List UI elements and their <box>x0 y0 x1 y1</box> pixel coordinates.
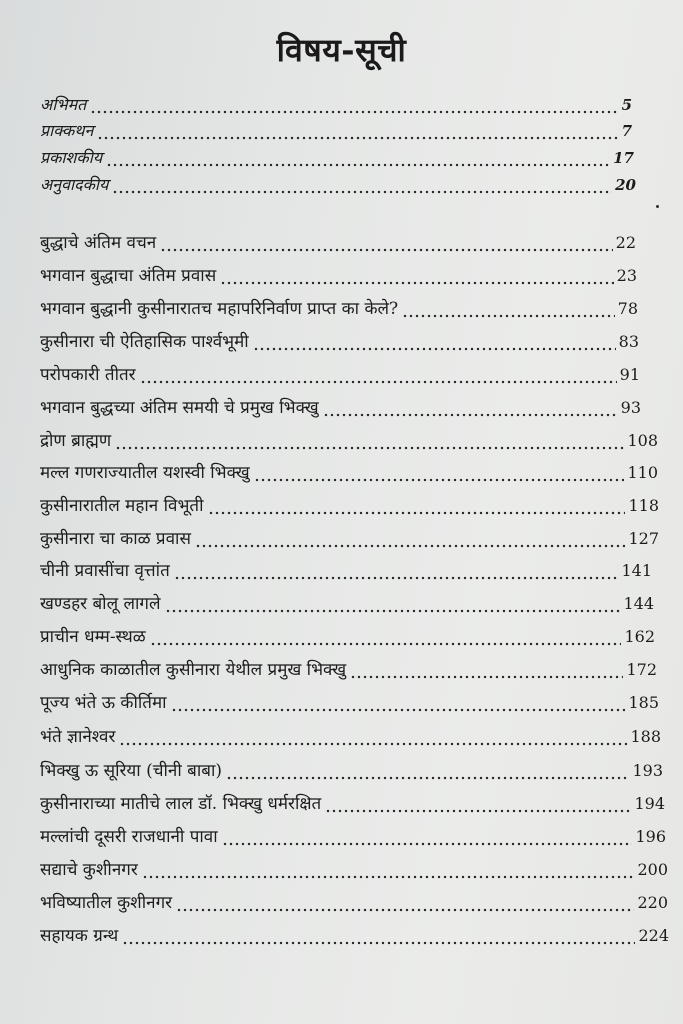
toc-entry-title: भगवान बुद्धच्या अंतिम समयी चे प्रमुख भिक्खु <box>40 398 319 418</box>
toc-entry-page: 93 <box>620 398 641 417</box>
toc-entry-page: 7 <box>621 122 632 140</box>
toc-entry-page: 172 <box>626 660 657 679</box>
toc-entry-page: 110 <box>627 463 658 482</box>
toc-entry-title: कुसीनारा चा काळ प्रवास <box>40 529 191 549</box>
toc-entry <box>40 391 641 419</box>
toc-entry-page: 188 <box>630 727 661 746</box>
toc-entry-title: खण्डहर बोलू लागले <box>40 594 161 614</box>
page-title: विषय-सूची <box>276 31 407 69</box>
toc-entry-title: बुद्धाचे अंतिम वचन <box>40 233 157 253</box>
dot-leader <box>226 760 629 782</box>
toc-entry <box>40 424 658 452</box>
toc-entry <box>40 141 634 169</box>
toc-entry-page: 193 <box>632 761 663 780</box>
dot-leader <box>140 364 617 386</box>
toc-entry-page: 200 <box>637 860 668 879</box>
toc-entry <box>40 754 663 782</box>
toc-entry <box>40 358 640 386</box>
toc-entry-page: 23 <box>616 266 637 285</box>
toc-entry-page: 108 <box>627 431 658 450</box>
dot-leader <box>122 925 635 947</box>
toc-entry-page: 185 <box>628 693 659 712</box>
toc-entry <box>40 489 659 517</box>
toc-entry-title: भंते ज्ञानेश्वर <box>40 727 116 747</box>
dot-leader <box>325 793 631 815</box>
toc-entry-title: सद्याचे कुशीनगर <box>40 860 138 880</box>
dot-leader <box>222 826 633 848</box>
toc-entry-title: सहायक ग्रन्थ <box>40 926 119 946</box>
toc-entry <box>40 686 659 714</box>
toc-entry-title: पूज्य भंते ऊ कीर्तिमा <box>40 693 167 713</box>
dot-leader <box>350 659 623 681</box>
dot-leader <box>160 232 612 254</box>
toc-entry-page: 196 <box>635 827 666 846</box>
toc-entry-title: कुसीनारा ची ऐतिहासिक पार्श्वभूमी <box>40 332 249 352</box>
dot-leader <box>106 147 610 169</box>
toc-entry-title: अनुवादकीय <box>40 175 109 194</box>
dot-leader <box>171 692 626 714</box>
toc-entry <box>40 88 632 116</box>
toc-entry-title: अभिमत <box>40 95 87 114</box>
toc-entry <box>40 292 638 320</box>
dot-leader <box>174 560 619 582</box>
toc-entry-title: द्रोण ब्राह्मण <box>40 431 112 451</box>
toc-entry <box>40 554 652 582</box>
toc-entry-page: 194 <box>634 794 665 813</box>
toc-entry-page: 20 <box>615 176 636 194</box>
toc-entry <box>40 919 669 947</box>
toc-entry <box>40 259 637 287</box>
toc-entry-title: आधुनिक काळातील कुसीनारा येथील प्रमुख भिक्खु <box>40 660 347 680</box>
toc-entry-page: 78 <box>617 299 638 318</box>
dot-leader <box>150 626 622 648</box>
toc-entry <box>40 720 661 748</box>
toc-entry-title: कुसीनारातील महान विभूती <box>40 496 204 516</box>
toc-entry <box>40 853 668 881</box>
toc-entry-title: भिक्खु ऊ सूरिया (चीनी बाबा) <box>40 761 223 781</box>
toc-entry-page: 83 <box>618 332 639 351</box>
toc-entry-title: प्राक्कथन <box>40 121 94 140</box>
toc-entry-page: 5 <box>621 96 632 114</box>
dot-leader <box>208 495 626 517</box>
paper-speck <box>656 205 659 208</box>
toc-entry <box>40 653 657 681</box>
toc-entry-title: परोपकारी तीतर <box>40 365 136 385</box>
dot-leader <box>402 298 614 320</box>
toc-entry-title: कुसीनाराच्या मातीचे लाल डॉ. भिक्खु धर्मरक्षित <box>40 794 322 814</box>
toc-entry-title: मल्लांची दूसरी राजधानी पावा <box>40 827 218 847</box>
toc-entry-title: प्रकाशकीय <box>40 148 103 167</box>
toc-entry-page: 141 <box>621 561 652 580</box>
dot-leader <box>253 331 616 353</box>
dot-leader <box>90 94 618 116</box>
toc-entry <box>40 787 665 815</box>
toc-entry-title: भगवान बुद्धानी कुसीनारातच महापरिनिर्वाण प्राप्त का केले? <box>40 299 399 319</box>
toc-entry <box>40 325 639 353</box>
toc-entry-page: 220 <box>637 893 668 912</box>
toc-entry-page: 22 <box>615 233 636 252</box>
dot-leader <box>195 528 626 550</box>
dot-leader <box>165 593 621 615</box>
toc-entry-title: प्राचीन धम्म-स्थळ <box>40 627 146 647</box>
toc-entry-page: 224 <box>638 926 669 945</box>
dot-leader <box>119 726 627 748</box>
toc-entry-title: भगवान बुद्धाचा अंतिम प्रवास <box>40 266 217 286</box>
toc-entry-page: 91 <box>619 365 640 384</box>
toc-entry <box>40 820 666 848</box>
toc-entry <box>40 522 659 550</box>
toc-entry-page: 127 <box>628 529 659 548</box>
toc-entry <box>40 587 654 615</box>
toc-entry <box>40 114 632 142</box>
toc-entry-page: 144 <box>623 594 654 613</box>
dot-leader <box>254 462 625 484</box>
toc-entry-title: भविष्यातील कुशीनगर <box>40 893 173 913</box>
toc-entry <box>40 886 668 914</box>
toc-entry <box>40 456 658 484</box>
toc-entry-page: 162 <box>624 627 655 646</box>
dot-leader <box>112 174 612 196</box>
toc-entry-title: मल्ल गणराज्यातील यशस्वी भिक्खु <box>40 463 250 483</box>
toc-entry <box>40 168 636 196</box>
dot-leader <box>142 859 635 881</box>
dot-leader <box>220 265 613 287</box>
dot-leader <box>97 120 618 142</box>
dot-leader <box>176 892 634 914</box>
dot-leader <box>323 397 618 419</box>
toc-entry-page: 118 <box>628 496 659 515</box>
toc-entry <box>40 620 655 648</box>
toc-entry-title: चीनी प्रवासींचा वृत्तांत <box>40 561 170 581</box>
toc-entry-page: 17 <box>613 149 634 167</box>
toc-entry <box>40 226 636 254</box>
dot-leader <box>115 430 624 452</box>
